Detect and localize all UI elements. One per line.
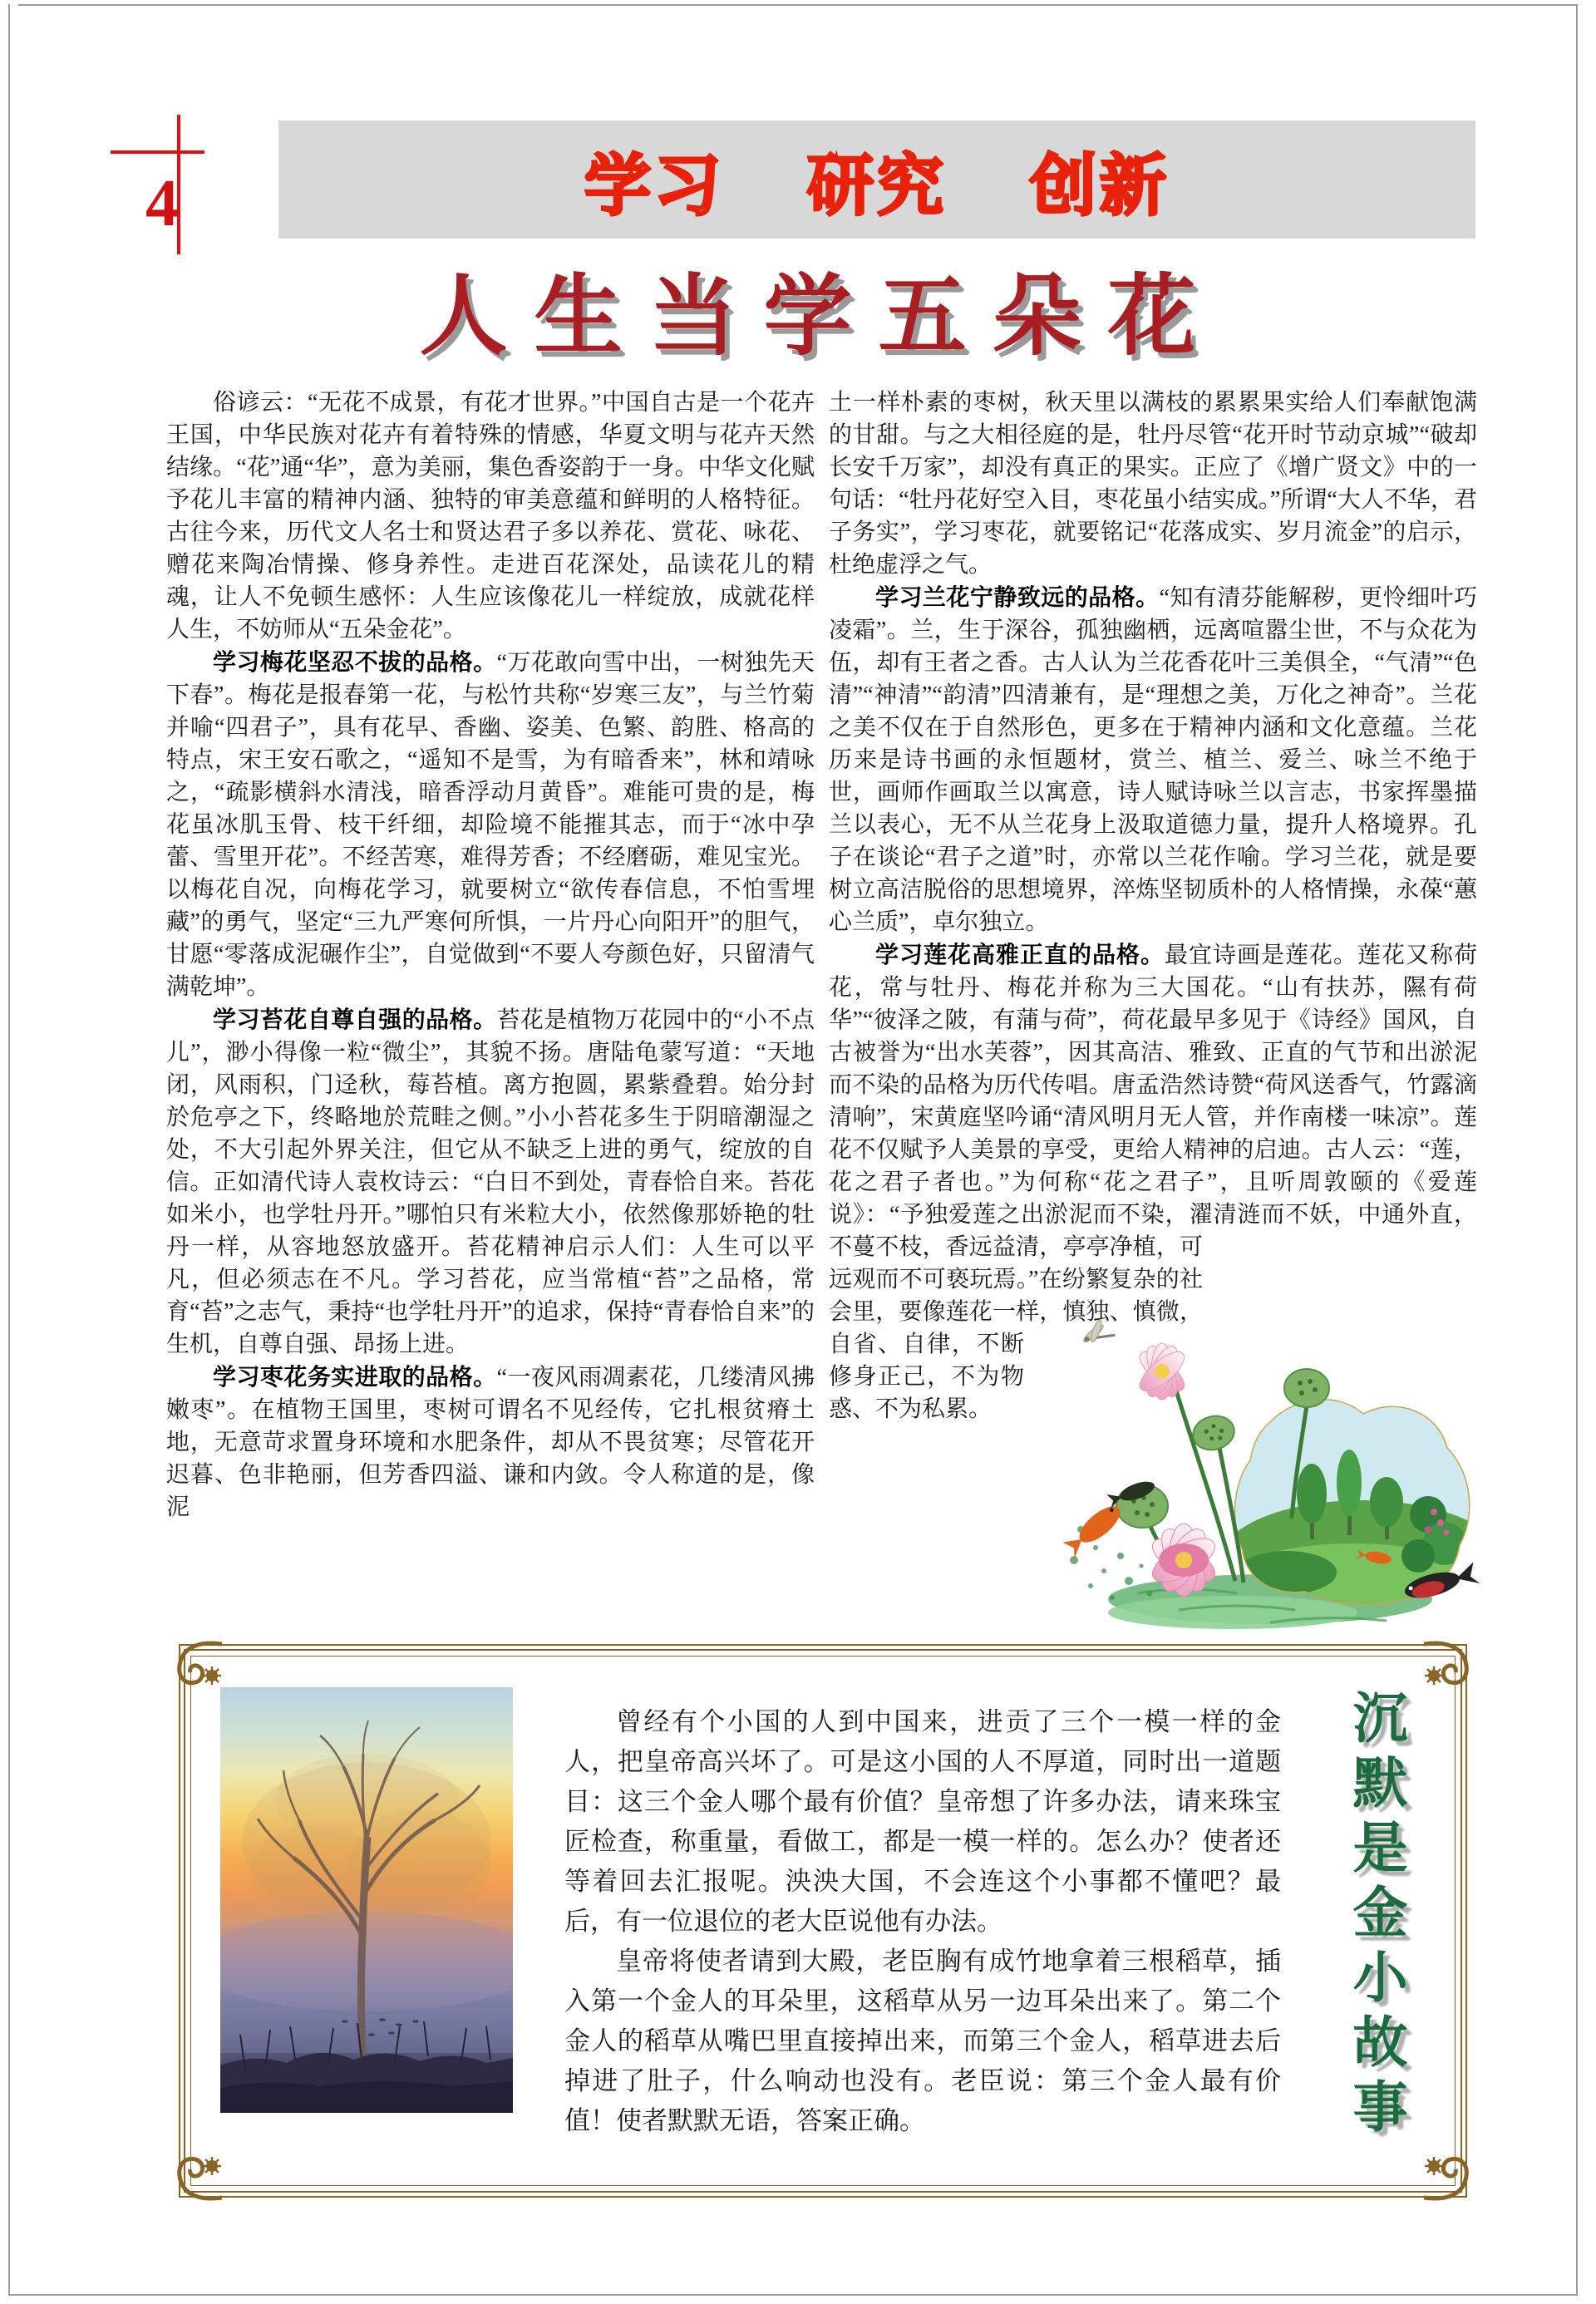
story-vertical-title: 沉默是金小故事	[1344, 1689, 1405, 2143]
page-edge-left	[8, 4, 10, 2296]
paragraph-orchid	[829, 581, 1477, 938]
paragraph-text: 土一样朴素的枣树，秋天里以满枝的累累果实给人们奉献饱满的甘甜。与之大相径庭的是，牡丹尽管“花开时节动京城”“破却长安千万家”，却没有真正的果实。正应了《增广贤文》中的一句话：“牡丹花好空入目，枣花虽小结实成。”所谓“大人不华，君子务实”，学习枣花，就要铭记“花落成实、岁月流金”的启示，杜绝虚浮之气。	[829, 390, 1477, 578]
paragraph-text: 最宜诗画是莲花。莲花又称荷花，常与牡丹、梅花并称为三大国花。“山有扶苏，隰有荷华”“彼泽之陂，有蒲与荷”，荷花最早多见于《诗经》国风，自古被誉为“出水芙蓉”，因其高洁、雅致、正直的气节和出淤泥而不染的品格为历代传唱。唐孟浩然诗赞“荷风送香气，竹露滴清响”，宋黄庭坚吟诵“清风明月无人管，并作南楼一味凉”。莲花不仅赋予人美景的享受，更给人精神的启迪。古人云：“莲，花之君子者也。”为何称“花之君子”，且听周敦颐的《爱莲说》：“予独爱莲之出淤泥而不染，濯清涟而不妖，中通外直，	[829, 943, 1477, 1228]
frame-corner-icon	[1422, 2153, 1472, 2203]
paragraph-moss	[166, 1003, 815, 1361]
paragraph-lead: 学习梅花坚忍不拔的品格。	[213, 649, 497, 675]
paragraph-jujube-part1	[166, 1361, 815, 1524]
paragraph-text: “一夜风雨凋素花，几缕清风拂嫩枣”。在植物王国里，枣树可谓名不见经传，它扎根贫瘠土地，无意苛求置身环境和水肥条件，却从不畏贫寒；尽管花开迟暮、色非艳丽，但芳香四溢、谦和内敛。令人称道的是，像泥	[166, 1365, 815, 1520]
story-paragraph: 曾经有个小国的人到中国来，进贡了三个一模一样的金人，把皇帝高兴坏了。可是这小国的人不厚道，同时出一道题目：这三个金人哪个最有价值？皇帝想了许多办法，请来珠宝匠检查，称重量，看做工，都是一模一样的。怎么办？使者还等着回去汇报呢。泱泱大国，不会连这个小事都不懂吧？最后，有一位退位的老大臣说他有办法。	[564, 1707, 1281, 1936]
paragraph-lead: 学习枣花务实进取的品格。	[213, 1364, 497, 1390]
frame-corner-icon	[174, 1639, 224, 1689]
page-number: 4	[145, 167, 179, 240]
paragraph-lead: 学习兰花宁静致远的品格。	[875, 584, 1160, 610]
banner-item-innovation: 创新	[1030, 148, 1170, 223]
paragraph-text: 苔花是植物万花园中的“小不点儿”，渺小得像一粒“微尘”，其貌不扬。唐陆龟蒙写道：“天地闭，风雨积，门迳秋，莓苔植。离方抱圆，累紫叠碧。始分封於危亭之下，终略地於荒畦之侧。”小小苔花多生于阴暗潮湿之处，不大引起外界关注，但它从不缺乏上进的勇气，绽放的自信。正如清代诗人袁枚诗云：“白日不到处，青春恰自来。苔花如米小，也学牡丹开。”哪怕只有米粒大小，依然像那娇艳的牡丹一样，从容地怒放盛开。苔花精神启示人们：人生可以平凡，但必须志在不凡。学习苔花，应当常植“苔”之品格，常育“苔”之志气，秉持“也学牡丹开”的追求，保持“青春恰自来”的生机，自尊自强、昂扬上进。	[166, 1007, 815, 1357]
lotus-flower-icon	[1134, 1342, 1190, 1401]
article-headline: 人生当学五朵花	[419, 268, 1223, 366]
lotus-pond-koi-graphic	[1021, 1307, 1496, 1639]
article-column-left	[166, 386, 815, 1524]
paragraph-lead: 学习莲花高雅正直的品格。	[875, 942, 1165, 967]
paragraph-plum	[166, 646, 815, 1003]
lotus-illustration	[1021, 1307, 1496, 1639]
paragraph-text: “万花敢向雪中出，一树独先天下春”。梅花是报春第一花，与松竹共称“岁寒三友”，与兰竹菊并喻“四君子”，具有花早、香幽、姿美、色繁、韵胜、格高的特点，宋王安石歌之，“遥知不是雪，为有暗香来”，林和靖咏之，“疏影横斜水清浅，暗香浮动月黄昏”。难能可贵的是，梅花虽冰肌玉骨、枝干纤细，却险境不能摧其志，而于“冰中孕蕾、雪里开花”。不经苦寒，难得芳香；不经磨砺，难见宝光。以梅花自况，向梅花学习，就要树立“欲传春信息，不怕雪埋藏”的勇气，坚定“三九严寒何所惧，一片丹心向阳开”的胆气，甘愿“零落成泥碾作尘”，自觉做到“不要人夸颜色好，只留清气满乾坤”。	[166, 650, 815, 1000]
page-edge-top	[18, 4, 1578, 6]
dragonfly-icon	[1078, 1316, 1116, 1346]
paragraph-text: 不蔓不枝，香远益清，亭亭净植，可远观而不可亵玩焉。”在纷繁复杂的社会里，要像莲花一样，慎独、慎微，自省、自律，不断修身正己，不为物惑、不为私累。	[829, 1234, 1203, 1422]
frame-corner-icon	[174, 2153, 224, 2203]
paragraph-text: “知有清芬能解秽，更怜细叶巧凌霜”。兰，生于深谷，孤独幽栖，远离喧嚣尘世，不与众花为伍，却有王者之香。古人认为兰花香花叶三美俱全，“气清”“色清”“神清”“韵清”四清兼有，是“理想之美，万化之神奇”。兰花之美不仅在于自然形色，更多在于精神内涵和文化意蕴。兰花历来是诗书画的永恒题材，赏兰、植兰、爱兰、咏兰不绝于世，画师作画取兰以寓意，诗人赋诗咏兰以言志，书家挥墨描兰以表心，无不从兰花身上汲取道德力量，提升人格境界。孔子在谈论“君子之道”时，亦常以兰花作喻。学习兰花，就是要树立高洁脱俗的思想境界，淬炼坚韧质朴的人格情操，永葆“蕙心兰质”，卓尔独立。	[829, 585, 1477, 935]
paragraph-text: 俗谚云：“无花不成景，有花才世界。”中国自古是一个花卉王国，中华民族对花卉有着特殊的情感，华夏文明与花卉天然结缘。“花”通“华”，意为美丽，集色香姿韵于一身。中华文化赋予花儿丰富的精神内涵、独特的审美意蕴和鲜明的人格特征。古往今来，历代文人名士和贤达君子多以养花、赏花、咏花、赠花来陶冶情操、修身养性。走进百花深处，品读花儿的精魂，让人不免顿生感怀：人生应该像花儿一样绽放，成就花样人生，不妨师从“五朵金花”。	[166, 390, 815, 642]
story-paragraph: 皇帝将使者请到大殿，老臣胸有成竹地拿着三根稻草，插入第一个金人的耳朵里，这稻草从另一边耳朵出来了。第二个金人的稻草从嘴巴里直接掉出来，而第三个金人，稻草进去后掉进了肚子，什么响动也没有。老臣说：第三个金人最有价值！使者默默无语，答案正确。	[564, 1947, 1281, 2135]
banner-item-research: 研究	[807, 148, 947, 223]
paragraph-jujube-part2	[829, 386, 1477, 581]
section-banner	[278, 121, 1475, 239]
paragraph-intro	[166, 386, 815, 646]
tree-photo	[220, 1687, 513, 2113]
page-edge-right	[1576, 4, 1578, 2296]
story-text	[564, 1702, 1281, 2141]
banner-item-study: 学习	[584, 148, 724, 223]
page-edge-bottom	[8, 2294, 1578, 2296]
story-box-frame	[179, 1644, 1467, 2198]
paragraph-lead: 学习苔花自尊自强的品格。	[213, 1007, 497, 1032]
register-mark-horizontal	[111, 150, 204, 154]
frame-corner-icon	[1422, 1639, 1472, 1689]
